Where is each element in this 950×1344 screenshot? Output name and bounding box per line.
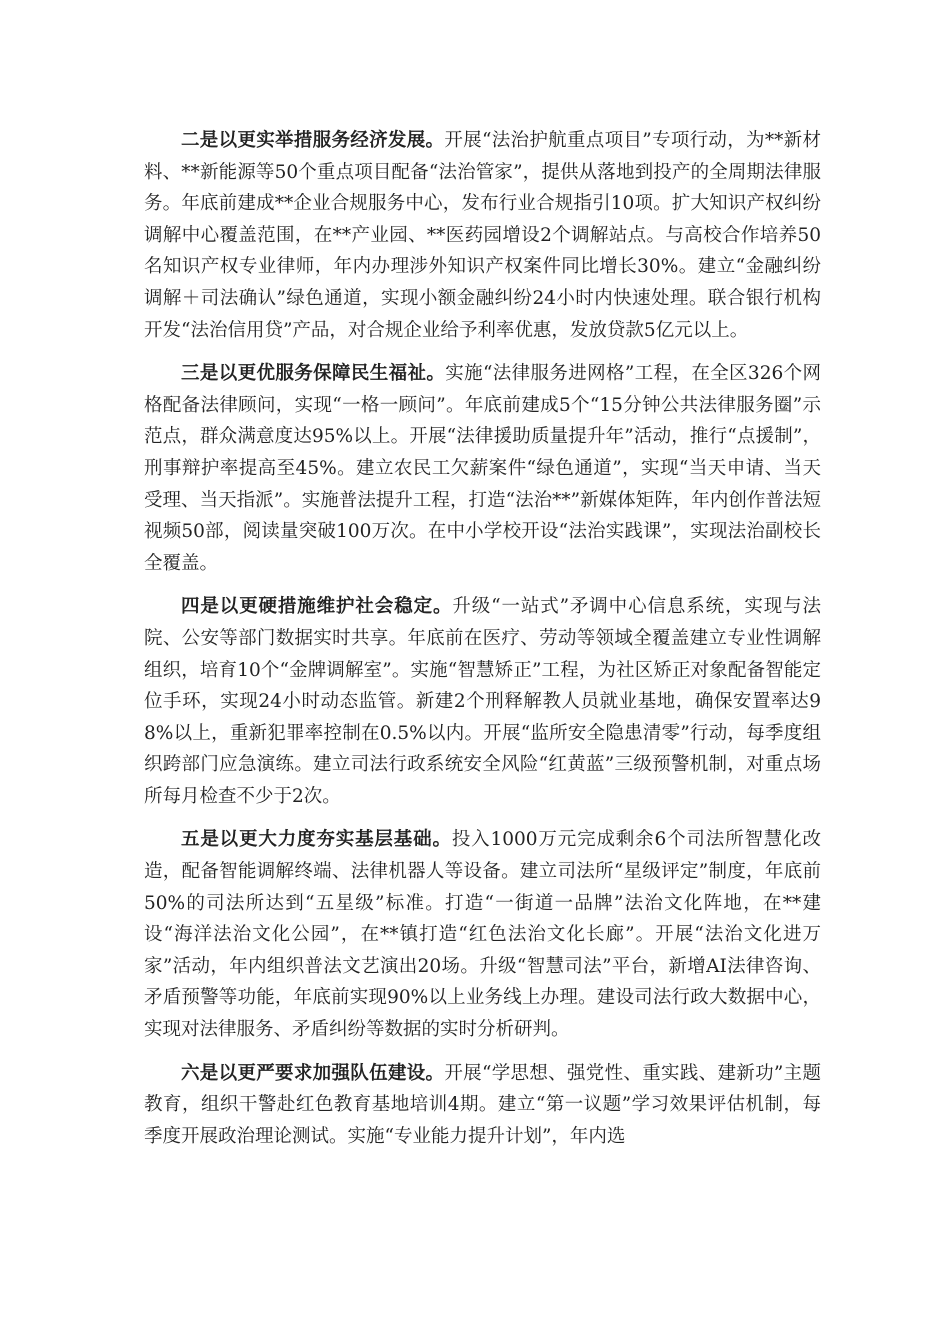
paragraph-body: 开展“法治护航重点项目”专项行动，为**新材料、**新能源等50个重点项目配备“法治管家”，提供从落地到投产的全周期法律服务。年底前建成**企业合规服务中心，发布行业合规指引10项。扩大知识产权纠纷调解中心覆盖范围，在**产业园、**医药园增设2个调解站点。与高校合作培养50名知识产权专业律师，年内办理涉外知识产权案件同比增长30%。建立“金融纠纷调解＋司法确认”绿色通道，实现小额金融纠纷24小时内快速处理。联合银行机构开发“法治信用贷”产品，对合规企业给予利率优惠，发放贷款5亿元以上。 [144,130,821,341]
paragraph-livelihood [144,358,821,579]
paragraph-body: 开展“学思想、强党性、重实践、建新功”主题教育，组织干警赴红色教育基地培训4期。建立“第一议题”学习效果评估机制，每季度开展政治理论测试。实施“专业能力提升计划”，年内选 [144,1062,821,1147]
paragraph-social-stability [144,591,821,812]
paragraph-body: 实施“法律服务进网格”工程，在全区326个网格配备法律顾问，实现“一格一顾问”。年底前建成5个“15分钟公共法律服务圈”示范点，群众满意度达95%以上。开展“法律援助质量提升年”活动，推行“点援制”，刑事辩护率提高至45%。建立农民工欠薪案件“绿色通道”，实现“当天申请、当天受理、当天指派”。实施普法提升工程，打造“法治**”新媒体矩阵，年内创作普法短视频50部，阅读量突破100万次。在中小学校开设“法治实践课”，实现法治副校长全覆盖。 [144,363,821,574]
paragraph-economic-development [144,125,821,346]
paragraph-heading: 六是以更严要求加强队伍建设。 [181,1062,445,1084]
paragraph-heading: 三是以更优服务保障民生福祉。 [181,363,446,385]
paragraph-grassroots [144,824,821,1045]
paragraph-heading: 四是以更硬措施维护社会稳定。 [181,596,453,618]
paragraph-body: 升级“一站式”矛调中心信息系统，实现与法院、公安等部门数据实时共享。年底前在医疗、劳动等领域全覆盖建立专业性调解组织，培育10个“金牌调解室”。实施“智慧矫正”工程，为社区矫正对象配备智能定位手环，实现24小时动态监管。新建2个刑释解教人员就业基地，确保安置率达98%以上，重新犯罪率控制在0.5%以内。开展“监所安全隐患清零”行动，每季度组织跨部门应急演练。建立司法行政系统安全风险“红黄蓝”三级预警机制，对重点场所每月检查不少于2次。 [144,596,821,807]
document-page [144,125,821,1164]
paragraph-heading: 二是以更实举措服务经济发展。 [181,130,445,151]
paragraph-team-building [144,1058,821,1153]
paragraph-body: 投入1000万元完成剩余6个司法所智慧化改造，配备智能调解终端、法律机器人等设备。建立司法所“星级评定”制度，年底前50%的司法所达到“五星级”标准。打造“一街道一品牌”法治文化阵地，在**建设“海洋法治文化公园”，在**镇打造“红色法治文化长廊”。开展“法治文化进万家”活动，年内组织普法文艺演出20场。升级“智慧司法”平台，新增AI法律咨询、矛盾预警等功能，年底前实现90%以上业务线上办理。建设司法行政大数据中心，实现对法律服务、矛盾纠纷等数据的实时分析研判。 [144,829,821,1041]
paragraph-heading: 五是以更大力度夯实基层基础。 [181,829,452,851]
